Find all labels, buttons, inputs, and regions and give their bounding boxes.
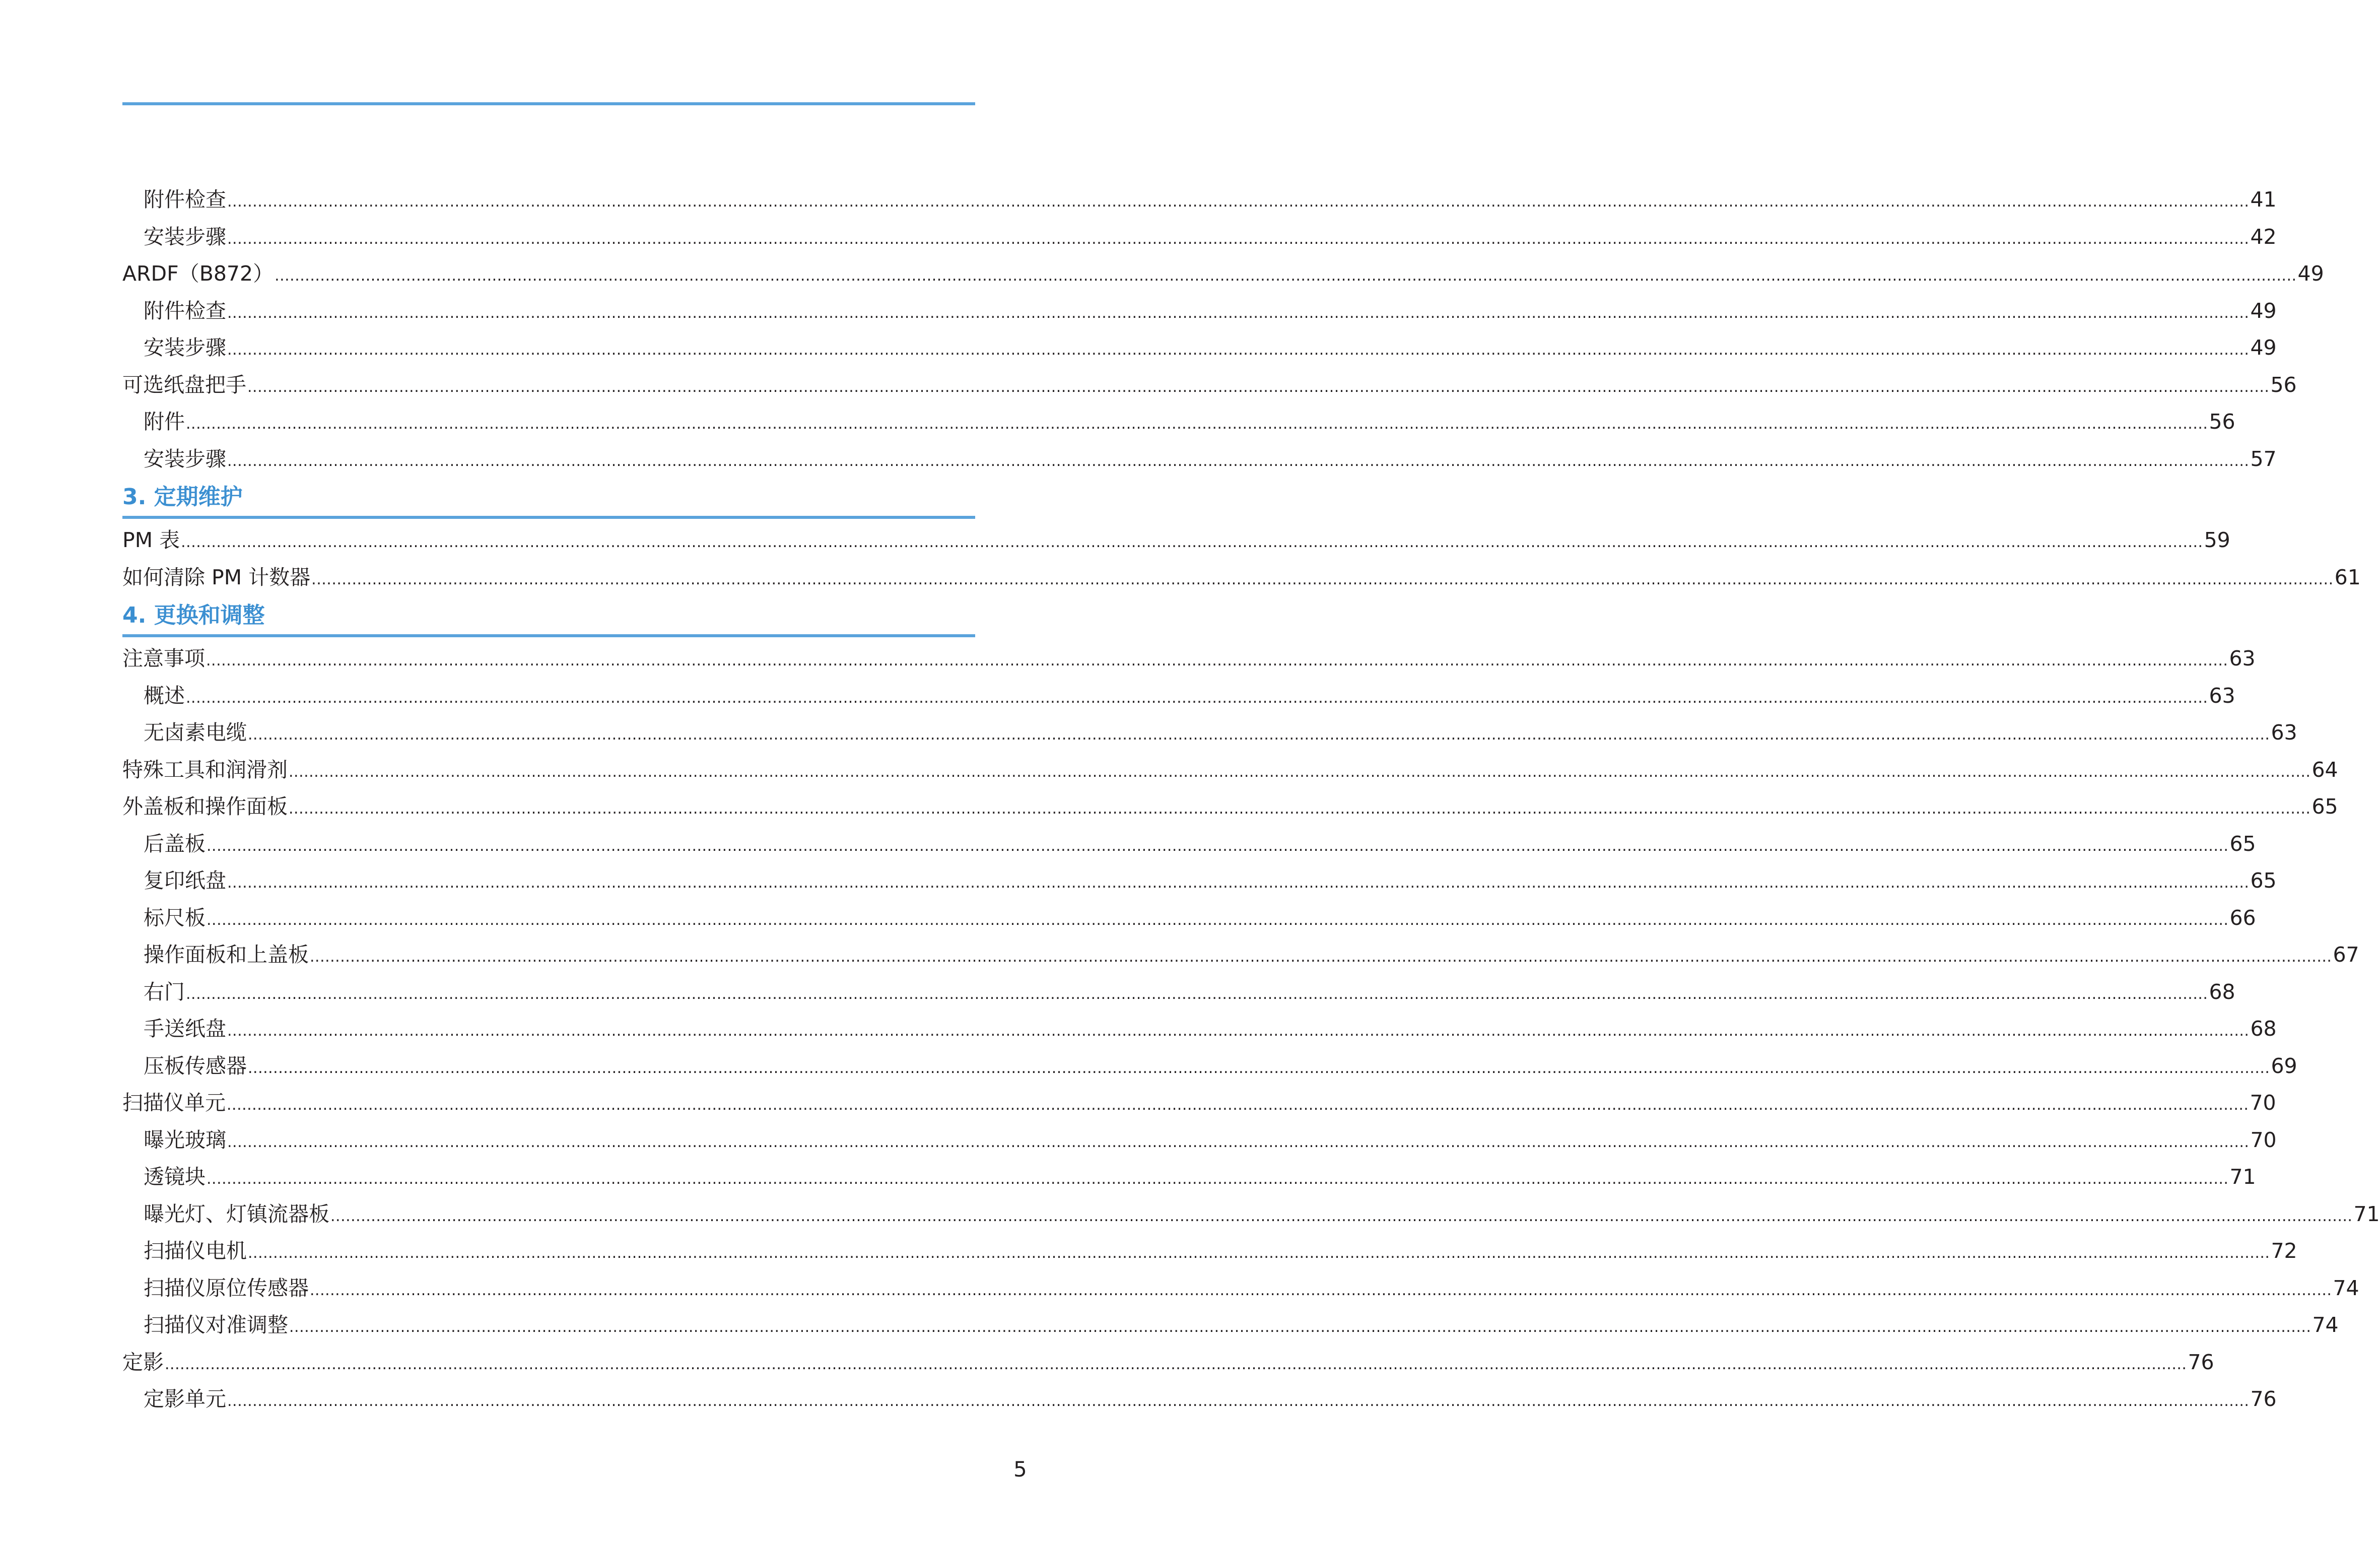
- toc-entry-page: 67: [2333, 943, 2359, 967]
- toc-entry-page: 59: [2204, 528, 2230, 552]
- dot-leader: ................................................................................................................................................................................................................................................................................................................................................................................................................: [227, 230, 2250, 248]
- toc-entry-title: 附件检查: [144, 187, 226, 212]
- toc-subsection-entry[interactable]: [122, 1122, 2277, 1159]
- header-rule: [122, 102, 975, 105]
- toc-entry-title: 定影单元: [144, 1387, 226, 1411]
- dot-leader: ................................................................................................................................................................................................................................................................................................................................................................................................................: [227, 304, 2250, 322]
- page-number: 5: [1013, 1457, 1027, 1482]
- dot-leader: ................................................................................................................................................................................................................................................................................................................................................................................................................: [330, 1207, 2353, 1225]
- toc-entry-title: 扫描仪原位传感器: [144, 1276, 309, 1300]
- toc-entry-page: 63: [2209, 683, 2235, 708]
- toc-subsection-entry[interactable]: [122, 678, 2235, 715]
- toc-section-entry[interactable]: [122, 640, 2256, 678]
- dot-leader: ................................................................................................................................................................................................................................................................................................................................................................................................................: [165, 1355, 2187, 1373]
- toc-entry-title: 右门: [144, 979, 185, 1004]
- toc-subsection-entry[interactable]: [122, 900, 2256, 937]
- toc-subsection-entry[interactable]: [122, 1233, 2297, 1270]
- toc-entry-title: 标尺板: [144, 905, 206, 930]
- dot-leader: ................................................................................................................................................................................................................................................................................................................................................................................................................: [289, 763, 2311, 781]
- toc-entry-title: 特殊工具和润滑剂: [122, 757, 288, 782]
- toc-entry-page: 72: [2271, 1239, 2297, 1263]
- dot-leader: ................................................................................................................................................................................................................................................................................................................................................................................................................: [227, 1022, 2250, 1040]
- toc-entry-title: 扫描仪电机: [144, 1239, 247, 1263]
- toc-entry-page: 63: [2271, 720, 2297, 745]
- dot-leader: ................................................................................................................................................................................................................................................................................................................................................................................................................: [247, 378, 2270, 396]
- toc-entry-page: 69: [2271, 1053, 2297, 1078]
- chapter-rule: [122, 634, 975, 637]
- toc-entry-page: 70: [2250, 1127, 2277, 1152]
- toc-entry-title: 注意事项: [122, 646, 205, 670]
- toc-subsection-entry[interactable]: [122, 1381, 2277, 1418]
- toc-entry-title: 定影: [122, 1350, 164, 1374]
- dot-leader: ................................................................................................................................................................................................................................................................................................................................................................................................................: [289, 1318, 2311, 1336]
- dot-leader: ................................................................................................................................................................................................................................................................................................................................................................................................................: [311, 570, 2334, 588]
- dot-leader: ................................................................................................................................................................................................................................................................................................................................................................................................................: [248, 726, 2270, 744]
- toc-entry-title: 手送纸盘: [144, 1017, 226, 1041]
- toc-entry-page: 74: [2312, 1313, 2339, 1337]
- toc-entry-title: 可选纸盘把手: [122, 372, 246, 397]
- toc-section-entry[interactable]: [122, 1085, 2276, 1122]
- chapter-heading[interactable]: [122, 596, 975, 640]
- toc-entry-page: 42: [2250, 224, 2277, 249]
- chapter-heading[interactable]: [122, 478, 975, 522]
- toc-entry-title: 安装步骤: [144, 446, 226, 471]
- toc-subsection-entry[interactable]: [122, 219, 2277, 256]
- toc-subsection-entry[interactable]: [122, 1196, 2380, 1233]
- dot-leader: ................................................................................................................................................................................................................................................................................................................................................................................................................: [207, 1170, 2229, 1188]
- toc-entry-title: 概述: [144, 683, 185, 708]
- toc-section-entry[interactable]: [122, 752, 2338, 789]
- toc-entry-page: 63: [2229, 646, 2256, 670]
- toc-subsection-entry[interactable]: [122, 441, 2277, 478]
- toc-section-entry[interactable]: [122, 559, 2361, 596]
- toc-entry-title: 操作面板和上盖板: [144, 943, 309, 967]
- toc-section-entry[interactable]: [122, 522, 2230, 559]
- dot-leader: ................................................................................................................................................................................................................................................................................................................................................................................................................: [310, 1281, 2332, 1299]
- toc-entry-page: 70: [2250, 1091, 2276, 1115]
- dot-leader: ................................................................................................................................................................................................................................................................................................................................................................................................................: [227, 193, 2250, 211]
- dot-leader: ................................................................................................................................................................................................................................................................................................................................................................................................................: [207, 837, 2229, 855]
- toc-subsection-entry[interactable]: [122, 329, 2277, 367]
- dot-leader: ................................................................................................................................................................................................................................................................................................................................................................................................................: [227, 1096, 2249, 1114]
- toc-entry-title: 安装步骤: [144, 224, 226, 249]
- toc-entry-title: 无卤素电缆: [144, 720, 247, 745]
- toc-entry-title: 安装步骤: [144, 336, 226, 360]
- chapter-title: 4. 更换和调整: [122, 602, 265, 628]
- toc-entry-page: 65: [2311, 794, 2338, 819]
- toc-entry-page: 71: [2229, 1165, 2256, 1189]
- toc-entry-title: 曝光玻璃: [144, 1127, 226, 1152]
- toc-entry-page: 74: [2333, 1276, 2359, 1300]
- toc-entry-page: 65: [2250, 868, 2277, 893]
- dot-leader: ................................................................................................................................................................................................................................................................................................................................................................................................................: [227, 341, 2250, 359]
- toc-subsection-entry[interactable]: [122, 862, 2277, 900]
- dot-leader: ................................................................................................................................................................................................................................................................................................................................................................................................................: [186, 689, 2208, 707]
- dot-leader: ................................................................................................................................................................................................................................................................................................................................................................................................................: [227, 1392, 2250, 1410]
- table-of-contents: [122, 181, 2380, 1418]
- toc-entry-title: 附件检查: [144, 298, 226, 323]
- toc-entry-page: 49: [2297, 261, 2324, 286]
- toc-entry-page: 64: [2311, 757, 2338, 782]
- dot-leader: ................................................................................................................................................................................................................................................................................................................................................................................................................: [289, 800, 2311, 818]
- toc-subsection-entry[interactable]: [122, 1270, 2359, 1307]
- dot-leader: ................................................................................................................................................................................................................................................................................................................................................................................................................: [186, 985, 2208, 1003]
- dot-leader: ................................................................................................................................................................................................................................................................................................................................................................................................................: [227, 452, 2250, 470]
- toc-entry-title: PM 表: [122, 528, 180, 552]
- toc-subsection-entry[interactable]: [122, 293, 2277, 330]
- toc-entry-page: 41: [2250, 187, 2277, 212]
- toc-section-entry[interactable]: [122, 788, 2338, 826]
- toc-entry-title: 外盖板和操作面板: [122, 794, 288, 819]
- toc-entry-page: 61: [2334, 565, 2361, 589]
- toc-entry-page: 71: [2353, 1201, 2380, 1226]
- toc-subsection-entry[interactable]: [122, 936, 2359, 974]
- toc-entry-title: 压板传感器: [144, 1053, 247, 1078]
- toc-subsection-entry[interactable]: [122, 404, 2235, 441]
- dot-leader: ................................................................................................................................................................................................................................................................................................................................................................................................................: [207, 911, 2229, 929]
- toc-entry-page: 76: [2188, 1350, 2214, 1374]
- dot-leader: ................................................................................................................................................................................................................................................................................................................................................................................................................: [248, 1059, 2270, 1077]
- toc-entry-page: 56: [2270, 372, 2297, 397]
- toc-subsection-entry[interactable]: [122, 826, 2256, 863]
- toc-subsection-entry[interactable]: [122, 1307, 2339, 1344]
- dot-leader: ................................................................................................................................................................................................................................................................................................................................................................................................................: [227, 1133, 2250, 1151]
- toc-entry-page: 57: [2250, 446, 2277, 471]
- toc-entry-title: 如何清除 PM 计数器: [122, 565, 311, 589]
- toc-entry-page: 68: [2250, 1017, 2277, 1041]
- toc-entry-title: 附件: [144, 410, 185, 434]
- dot-leader: ................................................................................................................................................................................................................................................................................................................................................................................................................: [181, 533, 2203, 551]
- toc-entry-page: 49: [2250, 336, 2277, 360]
- dot-leader: ................................................................................................................................................................................................................................................................................................................................................................................................................: [310, 948, 2332, 966]
- toc-subsection-entry[interactable]: [122, 1159, 2256, 1196]
- toc-subsection-entry[interactable]: [122, 1011, 2277, 1048]
- chapter-title: 3. 定期维护: [122, 484, 243, 510]
- dot-leader: ................................................................................................................................................................................................................................................................................................................................................................................................................: [227, 874, 2250, 892]
- toc-section-entry[interactable]: [122, 255, 2324, 293]
- dot-leader: ................................................................................................................................................................................................................................................................................................................................................................................................................: [248, 1244, 2270, 1262]
- toc-entry-page: 49: [2250, 298, 2277, 323]
- toc-entry-title: 扫描仪单元: [122, 1091, 226, 1115]
- toc-entry-title: ARDF（B872）: [122, 261, 274, 286]
- toc-entry-title: 后盖板: [144, 831, 206, 856]
- toc-section-entry[interactable]: [122, 1344, 2214, 1381]
- toc-entry-page: 68: [2209, 979, 2235, 1004]
- toc-entry-title: 复印纸盘: [144, 868, 226, 893]
- dot-leader: ................................................................................................................................................................................................................................................................................................................................................................................................................: [275, 267, 2297, 285]
- dot-leader: ................................................................................................................................................................................................................................................................................................................................................................................................................: [206, 652, 2228, 669]
- toc-subsection-entry[interactable]: [122, 181, 2277, 219]
- toc-section-entry[interactable]: [122, 367, 2297, 404]
- chapter-rule: [122, 516, 975, 519]
- toc-entry-title: 透镜块: [144, 1165, 206, 1189]
- toc-entry-page: 56: [2209, 410, 2235, 434]
- dot-leader: ................................................................................................................................................................................................................................................................................................................................................................................................................: [186, 415, 2208, 433]
- toc-subsection-entry[interactable]: [122, 974, 2235, 1011]
- toc-subsection-entry[interactable]: [122, 714, 2297, 752]
- toc-entry-page: 65: [2229, 831, 2256, 856]
- toc-entry-page: 66: [2229, 905, 2256, 930]
- toc-entry-page: 76: [2250, 1387, 2277, 1411]
- toc-subsection-entry[interactable]: [122, 1048, 2297, 1085]
- toc-entry-title: 曝光灯、灯镇流器板: [144, 1201, 329, 1226]
- toc-entry-title: 扫描仪对准调整: [144, 1313, 288, 1337]
